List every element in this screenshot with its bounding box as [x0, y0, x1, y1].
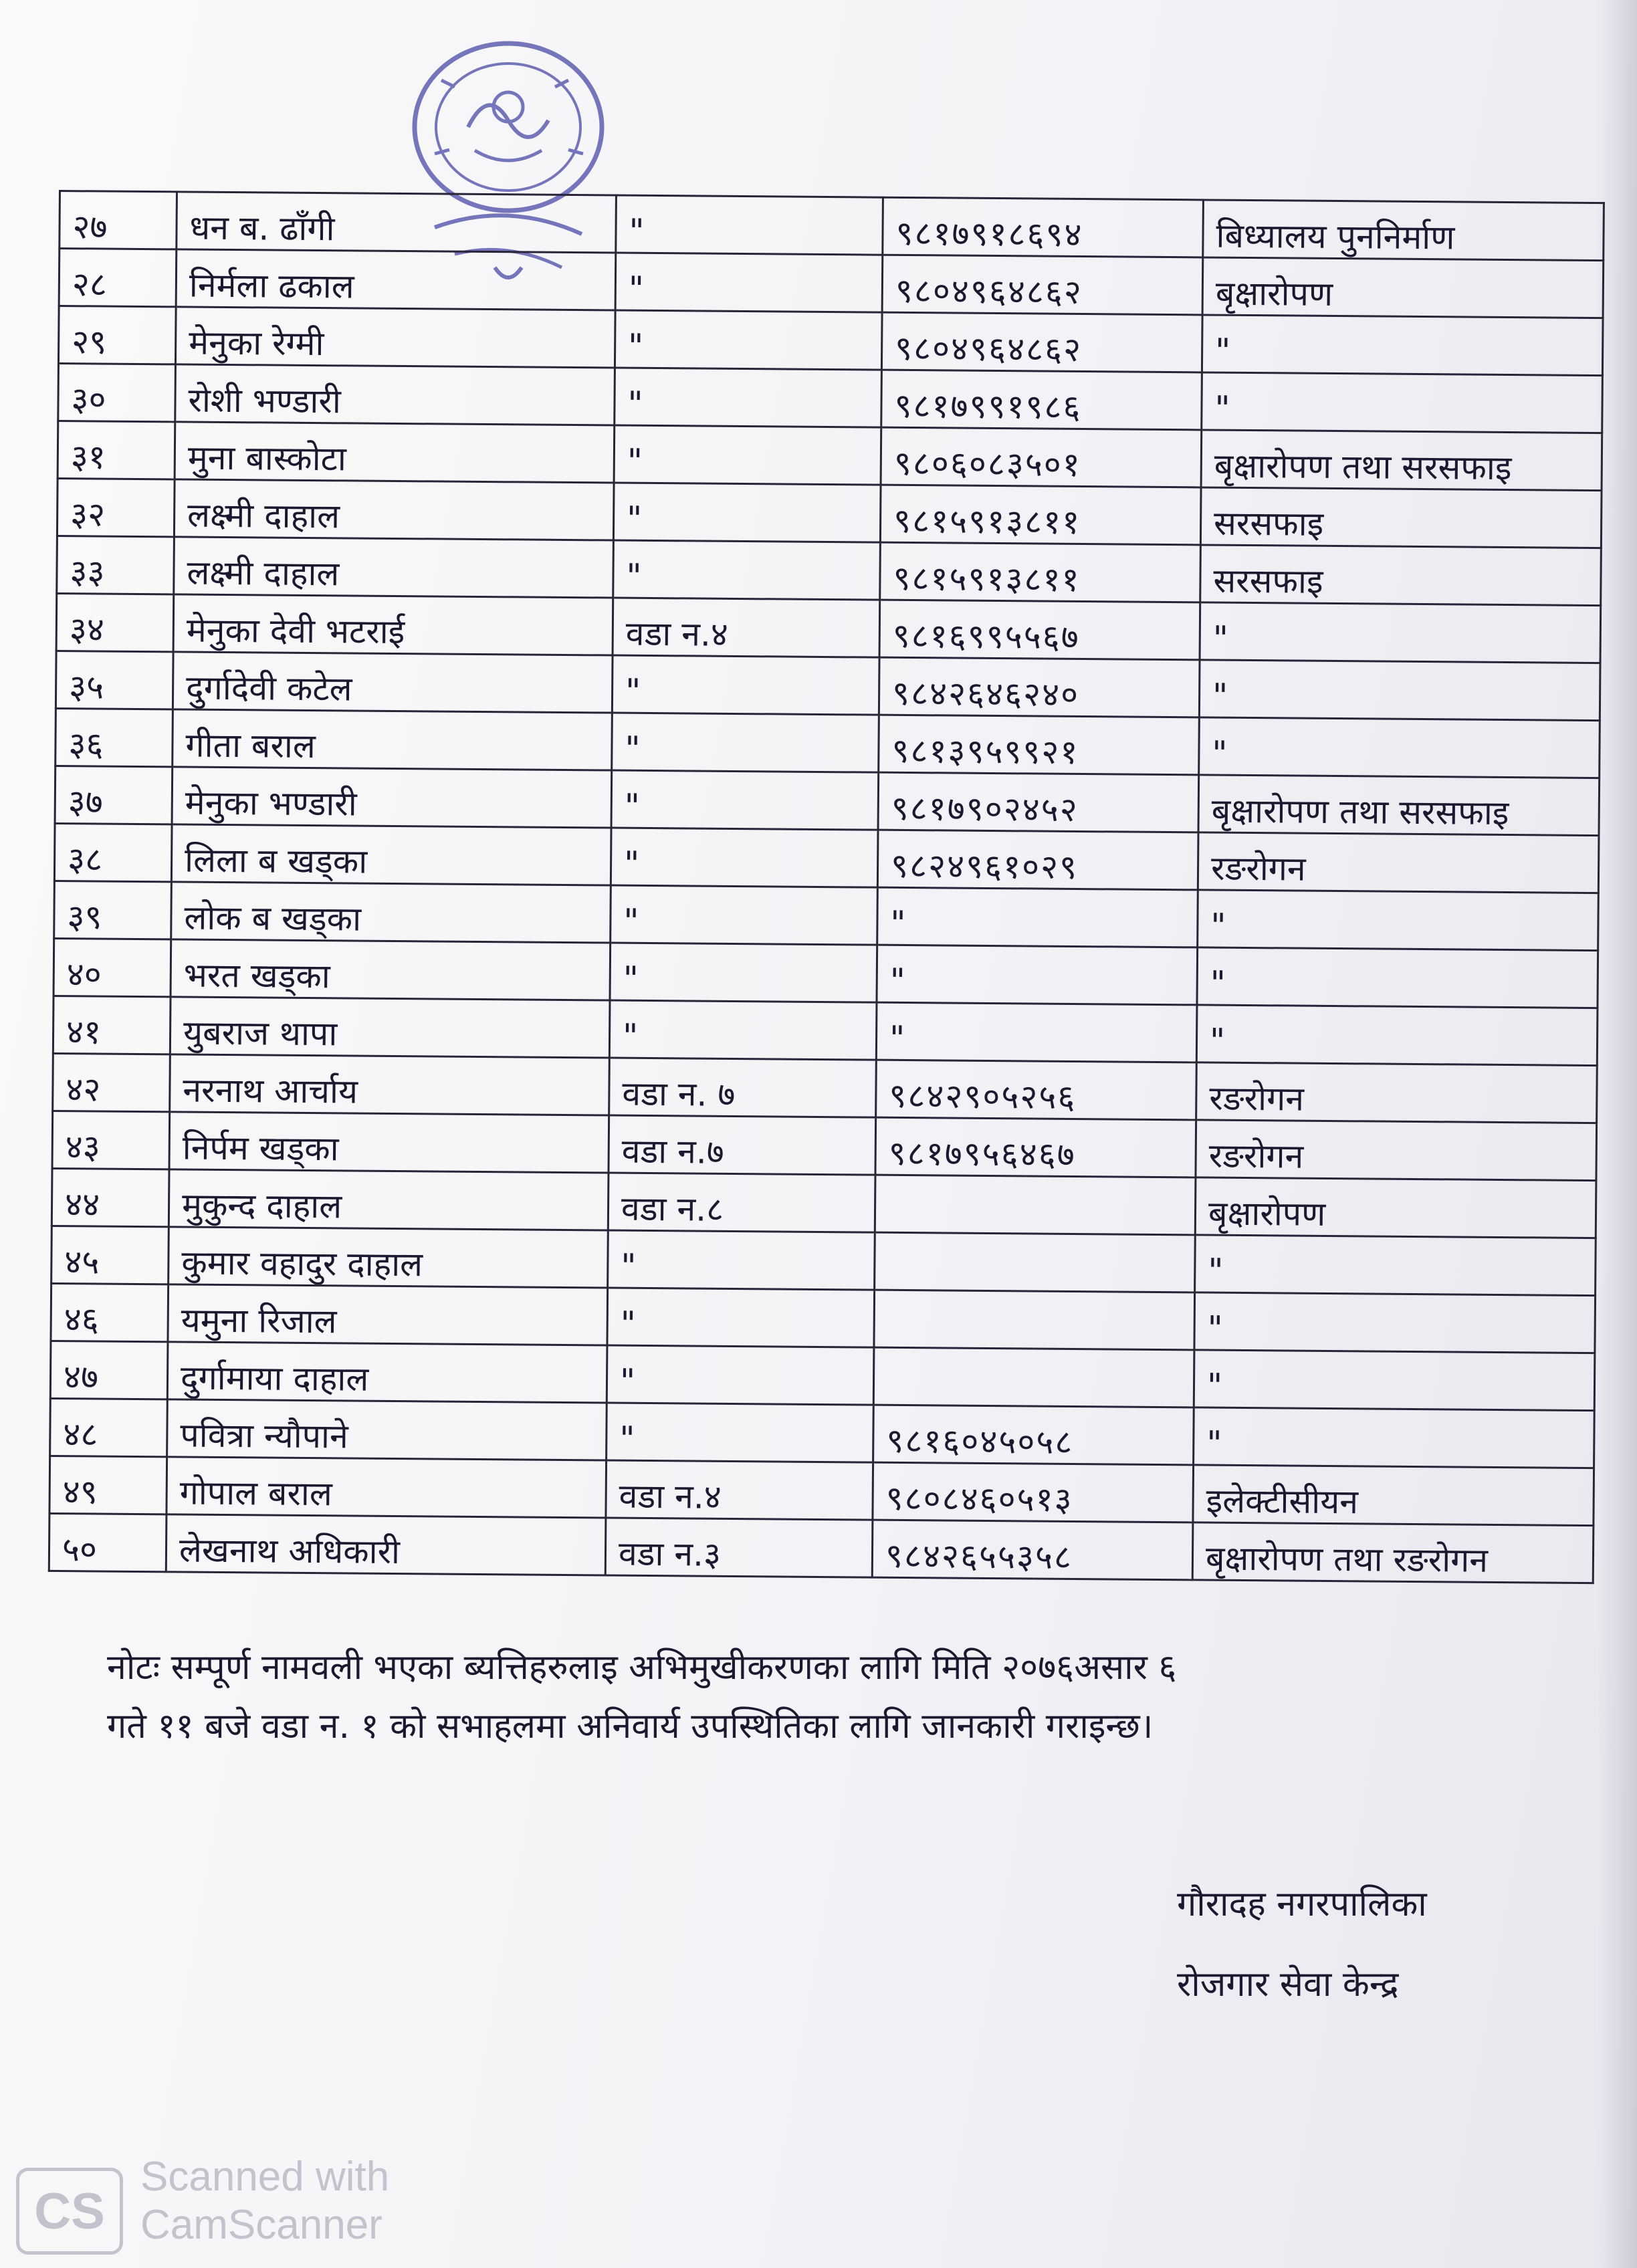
work-cell: रङरोगन	[1196, 1120, 1597, 1181]
ward-cell: वडा न.८	[608, 1173, 875, 1232]
ward-cell: "	[611, 770, 879, 830]
ward-cell: वडा न.४	[613, 598, 880, 657]
serial-number-cell: ४९	[49, 1456, 167, 1514]
name-cell: रोशी भण्डारी	[175, 364, 615, 425]
work-cell: "	[1199, 660, 1600, 721]
ward-cell: "	[613, 540, 881, 600]
phone-cell: "	[876, 1002, 1197, 1062]
ward-cell: वडा न. ७	[609, 1058, 877, 1117]
name-cell: लिला ब खड्का	[171, 824, 611, 885]
work-cell: "	[1199, 717, 1600, 778]
ward-cell: "	[613, 483, 881, 542]
phone-cell: ९८०८४६०५१३	[873, 1462, 1194, 1522]
work-cell: "	[1202, 372, 1603, 433]
work-cell: "	[1200, 602, 1601, 663]
name-cell: मेनुका रेग्मी	[175, 307, 615, 368]
ward-cell: "	[616, 195, 883, 255]
serial-number-cell: ३३	[57, 536, 175, 594]
ward-cell: "	[612, 655, 879, 715]
notice-line-1: नोटः सम्पूर्ण नामवली भएका ब्यत्तिहरुलाइ अभिमुखीकरणका लागि मिति २०७६असार ६	[107, 1648, 1177, 1688]
phone-cell: ९८२४९६१०२९	[877, 830, 1198, 890]
work-cell: बृक्षारोपण तथा सरसफाइ	[1201, 430, 1602, 491]
name-cell: गीता बराल	[173, 709, 613, 770]
name-cell: मेनुका देवी भटराई	[173, 594, 613, 655]
work-cell: बृक्षारोपण	[1195, 1177, 1596, 1238]
ward-cell: "	[615, 253, 883, 312]
work-cell: "	[1194, 1350, 1595, 1411]
table-row	[49, 1513, 1594, 1583]
ward-cell: "	[612, 713, 879, 772]
serial-number-cell: ३६	[56, 708, 173, 766]
signature-org: गौरादह नगरपालिका	[1177, 1884, 1427, 1924]
phone-cell: ९८१६०४५०५८	[873, 1405, 1194, 1465]
name-cell: मुकुन्द दाहाल	[169, 1169, 609, 1230]
serial-number-cell: ४१	[53, 996, 171, 1054]
name-cell: पवित्रा न्यौपाने	[167, 1399, 607, 1460]
ward-cell: "	[611, 828, 878, 887]
work-cell: सरसफाइ	[1200, 487, 1602, 548]
phone-cell: ९८१७९९१९८६	[881, 370, 1202, 430]
work-cell: रङरोगन	[1198, 832, 1599, 893]
serial-number-cell: ३५	[56, 651, 173, 709]
notice-line-2: गते ११ बजे वडा न. १ को सभाहलमा अनिवार्य उपस्थितिका लागि जानकारी गराइन्छ।	[107, 1706, 1154, 1746]
notice-text	[107, 1638, 1478, 1756]
work-cell: "	[1195, 1235, 1596, 1296]
work-cell: बृक्षारोपण	[1202, 257, 1604, 318]
work-cell: सरसफाइ	[1200, 545, 1602, 606]
watermark-line-1: Scanned with	[140, 2154, 390, 2200]
phone-cell	[874, 1290, 1195, 1350]
signature-dept: रोजगार सेवा केन्द्र	[1177, 1964, 1399, 2005]
serial-number-cell: ३९	[54, 881, 172, 939]
employee-list-table	[48, 190, 1605, 1584]
name-cell: मुना बास्कोटा	[175, 422, 615, 483]
name-cell: नरनाथ आर्चाय	[170, 1054, 610, 1115]
serial-number-cell: ४२	[53, 1053, 171, 1111]
phone-cell	[875, 1232, 1196, 1292]
ward-cell: वडा न.४	[606, 1460, 873, 1520]
phone-cell: ९८१६९९५५६७	[879, 600, 1200, 660]
name-cell: मेनुका भण्डारी	[172, 767, 612, 828]
serial-number-cell: ४७	[50, 1341, 168, 1399]
phone-cell: ९८०६०८३५०१	[881, 427, 1202, 487]
serial-number-cell: ४४	[51, 1168, 169, 1226]
ward-cell: "	[611, 885, 878, 945]
name-cell: निर्मला ढकाल	[176, 249, 616, 310]
work-cell: "	[1196, 1005, 1598, 1066]
ward-cell: "	[614, 425, 881, 485]
ward-cell: "	[615, 310, 882, 370]
watermark-line-2: CamScanner	[140, 2202, 383, 2248]
name-cell: गोपाल बराल	[167, 1457, 607, 1518]
name-cell: लक्ष्मी दाहाल	[174, 479, 614, 540]
work-cell: "	[1198, 890, 1599, 951]
phone-cell: ९८१३९५९९२१	[879, 715, 1200, 775]
work-cell: रङरोगन	[1196, 1062, 1598, 1123]
table-body	[49, 191, 1604, 1583]
phone-cell	[875, 1175, 1196, 1235]
name-cell: भरत खड्का	[171, 939, 611, 1000]
serial-number-cell: २७	[60, 191, 177, 249]
phone-cell: ९८१५९१३८११	[880, 542, 1201, 602]
serial-number-cell: ४६	[51, 1283, 169, 1341]
work-cell: इलेक्टीसीयन	[1193, 1465, 1594, 1526]
serial-number-cell: ४३	[52, 1111, 170, 1169]
phone-cell: ९८४२६५५३५८	[872, 1520, 1193, 1580]
name-cell: लोक ब खड्का	[171, 882, 611, 943]
name-cell: धन ब. ढाँगी	[177, 192, 617, 253]
ward-cell: "	[608, 1230, 875, 1290]
serial-number-cell: ५०	[49, 1513, 167, 1571]
work-cell: "	[1202, 315, 1603, 376]
serial-number-cell: ४५	[51, 1226, 169, 1284]
serial-number-cell: ३४	[56, 593, 174, 651]
work-cell: बिध्यालय पुननिर्माण	[1203, 200, 1604, 261]
name-cell: लेखनाथ अधिकारी	[166, 1514, 606, 1575]
phone-cell: ९८०४९६४८६२	[882, 255, 1203, 315]
serial-number-cell: ४०	[53, 938, 171, 996]
name-cell: लक्ष्मी दाहाल	[174, 537, 614, 598]
phone-cell	[873, 1347, 1194, 1407]
phone-cell: ९८१७९१८६९४	[883, 197, 1204, 257]
work-cell: "	[1194, 1292, 1596, 1353]
phone-cell: ९८१७९५६४६७	[875, 1117, 1196, 1177]
ward-cell: "	[607, 1403, 874, 1462]
phone-cell: ९८४२६४६२४०	[879, 657, 1200, 717]
phone-cell: ९८१५९१३८११	[880, 485, 1201, 545]
name-cell: निर्पम खड्का	[169, 1112, 609, 1173]
serial-number-cell: ३१	[58, 421, 175, 479]
serial-number-cell: ४८	[50, 1398, 168, 1456]
serial-number-cell: ३२	[57, 478, 175, 536]
serial-number-cell: २८	[59, 249, 177, 307]
camscanner-logo: CS	[16, 2168, 123, 2255]
serial-number-cell: ३०	[58, 364, 176, 422]
serial-number-cell: ३८	[54, 823, 172, 881]
ward-cell: "	[615, 368, 882, 427]
work-cell: बृक्षारोपण तथा रङरोगन	[1192, 1522, 1594, 1583]
phone-cell: ९८०४९६४८६२	[881, 312, 1202, 372]
name-cell: युबराज थापा	[170, 997, 610, 1058]
ward-cell: वडा न.३	[605, 1518, 873, 1577]
work-cell: "	[1197, 947, 1598, 1008]
serial-number-cell: ३७	[55, 766, 173, 824]
ward-cell: "	[610, 943, 877, 1002]
phone-cell: ९८१७९०२४५२	[878, 772, 1199, 832]
ward-cell: वडा न.७	[609, 1115, 876, 1175]
serial-number-cell: २९	[58, 306, 176, 364]
ward-cell: "	[607, 1288, 875, 1347]
work-cell: बृक्षारोपण तथा सरसफाइ	[1198, 775, 1600, 836]
work-cell: "	[1194, 1407, 1595, 1468]
ward-cell: "	[607, 1345, 874, 1405]
phone-cell: "	[877, 887, 1198, 947]
name-cell: यमुना रिजाल	[168, 1284, 608, 1345]
name-cell: दुर्गादेवी कटेल	[173, 652, 613, 713]
name-cell: कुमार वहादुर दाहाल	[169, 1227, 609, 1288]
name-cell: दुर्गामाया दाहाल	[167, 1342, 607, 1403]
phone-cell: ९८४२९०५२५६	[876, 1060, 1197, 1120]
phone-cell: "	[877, 945, 1198, 1005]
ward-cell: "	[609, 1000, 877, 1060]
